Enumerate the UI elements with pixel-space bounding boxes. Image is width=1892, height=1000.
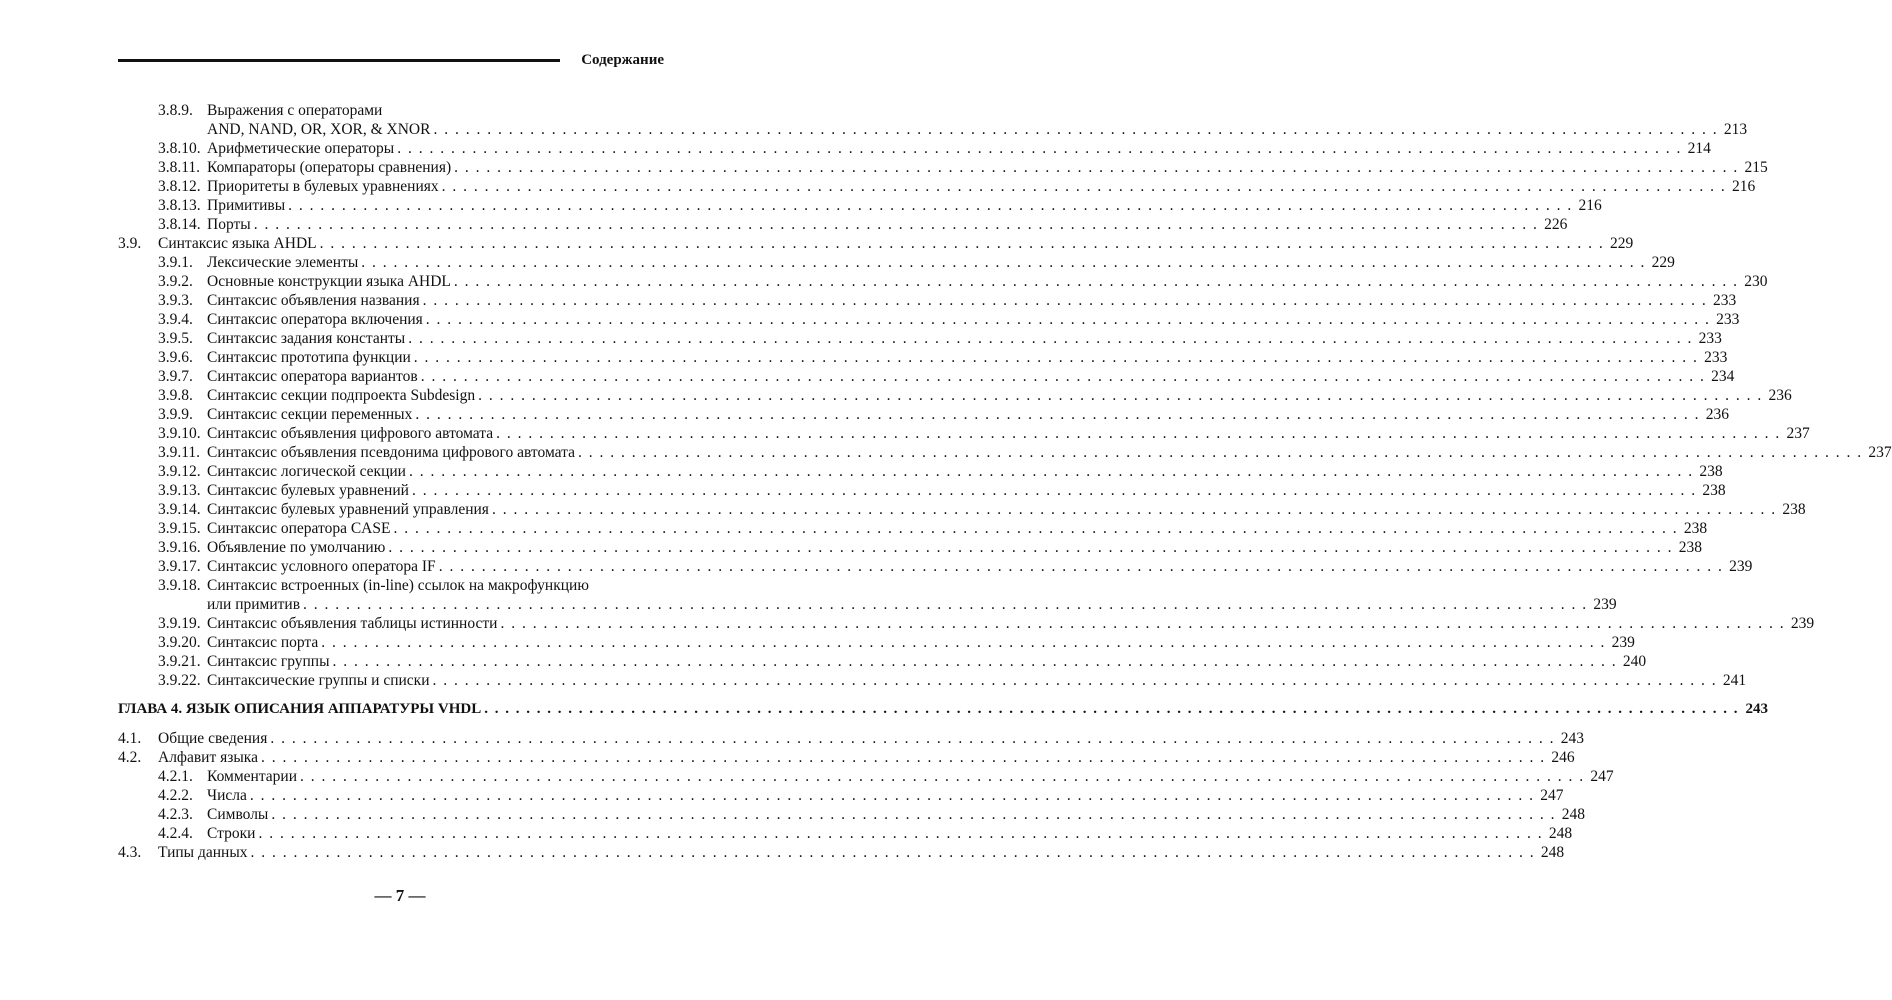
- toc-entry-page: 248: [1540, 844, 1565, 861]
- toc-entry: [118, 386, 1792, 405]
- toc-entry-title: Арифметические операторы: [207, 140, 395, 157]
- toc-entry: [118, 614, 1815, 633]
- toc-entry-title: Синтаксические группы и списки: [207, 672, 430, 689]
- dot-leader: . . . . . . . . . . . . . . . . . . . . . . . . . . . . . . . . . . . . . . . . . . . . . . . . . . . . . . . . . . . . . . . . . . . . . . . . . . . . . . . . . . . . . . . . . . . . . . . . . . . . . . . . . . . . . . . . . . . . . . . .: [321, 634, 1606, 651]
- toc-entry-page: 238: [1699, 463, 1723, 480]
- dot-leader: . . . . . . . . . . . . . . . . . . . . . . . . . . . . . . . . . . . . . . . . . . . . . . . . . . . . . . . . . . . . . . . . . . . . . . . . . . . . . . . . . . . . . . . . . . . . . . . . . . . . . . . . . . . . . . . . . . . . . . . .: [303, 596, 1588, 613]
- toc-entry-page: 233: [1712, 292, 1737, 309]
- toc-entry-title: Примитивы: [207, 197, 286, 214]
- toc-entry-page: 248: [1548, 825, 1573, 842]
- toc-entry-page: 233: [1716, 311, 1740, 328]
- dot-leader: . . . . . . . . . . . . . . . . . . . . . . . . . . . . . . . . . . . . . . . . . . . . . . . . . . . . . . . . . . . . . . . . . . . . . . . . . . . . . . . . . . . . . . . . . . . . . . . . . . . . . . . . . . . . . . . . . . . . . . . .: [270, 730, 1555, 747]
- toc-entry-title: Порты: [207, 216, 251, 233]
- toc-entry-title: AND, NAND, OR, XOR, & XNOR: [207, 121, 431, 138]
- toc-entry-title: Синтаксис задания константы: [207, 330, 406, 347]
- toc-entry-page: 226: [1544, 216, 1568, 233]
- toc-entry-page: 243: [1560, 730, 1584, 747]
- dot-leader: . . . . . . . . . . . . . . . . . . . . . . . . . . . . . . . . . . . . . . . . . . . . . . . . . . . . . . . . . . . . . . . . . . . . . . . . . . . . . . . . . . . . . . . . . . . . . . . . . . . . . . . . . . . . . . . . . . . . . . . .: [422, 292, 1708, 309]
- table-of-contents: [118, 101, 1892, 862]
- toc-entry-page: 238: [1782, 501, 1806, 518]
- dot-leader: . . . . . . . . . . . . . . . . . . . . . . . . . . . . . . . . . . . . . . . . . . . . . . . . . . . . . . . . . . . . . . . . . . . . . . . . . . . . . . . . . . . . . . . . . . . . . . . . . . . . . . . . . . . . . . . . . . . . . . . .: [288, 197, 1573, 214]
- toc-entry-number: 3.8.13.: [158, 197, 201, 214]
- dot-leader: . . . . . . . . . . . . . . . . . . . . . . . . . . . . . . . . . . . . . . . . . . . . . . . . . . . . . . . . . . . . . . . . . . . . . . . . . . . . . . . . . . . . . . . . . . . . . . . . . . . . . . . . . . . . . . . . . . . . . . . .: [253, 216, 1539, 233]
- toc-entry-title: Комментарии: [207, 768, 297, 785]
- toc-entry-number: 3.9.21.: [158, 653, 201, 670]
- toc-entry-number: 4.1.: [118, 730, 142, 747]
- dot-leader: . . . . . . . . . . . . . . . . . . . . . . . . . . . . . . . . . . . . . . . . . . . . . . . . . . . . . . . . . . . . . . . . . . . . . . . . . . . . . . . . . . . . . . . . . . . . . . . . . . . . . . . . . . . . . . . . . . . . . . . .: [577, 444, 1863, 461]
- toc-entry: [118, 481, 1726, 500]
- dot-leader: . . . . . . . . . . . . . . . . . . . . . . . . . . . . . . . . . . . . . . . . . . . . . . . . . . . . . . . . . . . . . . . . . . . . . . . . . . . . . . . . . . . . . . . . . . . . . . . . . . . . . . . . . . . . . . . . . . . . . . . .: [361, 254, 1646, 271]
- toc-entry: [118, 443, 1892, 462]
- toc-entry-page: 238: [1678, 539, 1702, 556]
- dot-leader: . . . . . . . . . . . . . . . . . . . . . . . . . . . . . . . . . . . . . . . . . . . . . . . . . . . . . . . . . . . . . . . . . . . . . . . . . . . . . . . . . . . . . . . . . . . . . . . . . . . . . . . . . . . . . . . . . . . . . . . .: [415, 406, 1700, 423]
- toc-entry-title: Синтаксис булевых уравнений управления: [207, 501, 489, 518]
- toc-entry-page: 233: [1704, 349, 1728, 366]
- toc-entry: [118, 671, 1747, 690]
- toc-entry: [118, 767, 1614, 786]
- toc-entry: [118, 405, 1729, 424]
- toc-entry-number: 4.2.: [118, 749, 142, 766]
- toc-entry: [118, 652, 1647, 671]
- dot-leader: . . . . . . . . . . . . . . . . . . . . . . . . . . . . . . . . . . . . . . . . . . . . . . . . . . . . . . . . . . . . . . . . . . . . . . . . . . . . . . . . . . . . . . . . . . . . . . . . . . . . . . . . . . . . . . . . . . . . . . . .: [491, 501, 1777, 518]
- toc-entry-number: 3.8.14.: [158, 216, 201, 233]
- toc-entry-number: 4.2.3.: [158, 806, 193, 823]
- toc-entry-title: Строки: [207, 825, 256, 842]
- toc-entry: [118, 805, 1585, 824]
- toc-entry-number: 3.9.8.: [158, 387, 193, 404]
- toc-entry-number: 3.9.14.: [158, 501, 201, 518]
- dot-leader: . . . . . . . . . . . . . . . . . . . . . . . . . . . . . . . . . . . . . . . . . . . . . . . . . . . . . . . . . . . . . . . . . . . . . . . . . . . . . . . . . . . . . . . . . . . . . . . . . . . . . . . . . . . . . . . . . . . . . . . .: [496, 425, 1781, 442]
- toc-entry-number: 3.9.19.: [158, 615, 201, 632]
- toc-entry-number: 3.9.18.: [158, 577, 201, 594]
- dot-leader: . . . . . . . . . . . . . . . . . . . . . . . . . . . . . . . . . . . . . . . . . . . . . . . . . . . . . . . . . . . . . . . . . . . . . . . . . . . . . . . . . . . . . . . . . . . . . . . . . . . . . . . . . . . . . . . . . . . . . . . .: [420, 368, 1706, 385]
- toc-entry-number: 3.8.9.: [158, 102, 193, 119]
- toc-entry-number: 3.9.1.: [158, 254, 193, 271]
- header-rule: [118, 59, 560, 62]
- toc-entry-page: 238: [1702, 482, 1726, 499]
- dot-leader: . . . . . . . . . . . . . . . . . . . . . . . . . . . . . . . . . . . . . . . . . . . . . . . . . . . . . . . . . . . . . . . . . . . . . . . . . . . . . . . . . . . . . . . . . . . . . . . . . . . . . . . . . . . . . . . . . . . . . . . .: [393, 520, 1679, 537]
- dot-leader: . . . . . . . . . . . . . . . . . . . . . . . . . . . . . . . . . . . . . . . . . . . . . . . . . . . . . . . . . . . . . . . . . . . . . . . . . . . . . . . . . . . . . . . . . . . . . . . . . . . . . . . . . . . . . . . . . . . . . . . .: [453, 273, 1739, 290]
- dot-leader: . . . . . . . . . . . . . . . . . . . . . . . . . . . . . . . . . . . . . . . . . . . . . . . . . . . . . . . . . . . . . . . . . . . . . . . . . . . . . . . . . . . . . . . . . . . . . . . . . . . . . . . . . . . . . . . . . . . . . . . .: [454, 159, 1739, 176]
- toc-entry-number: 3.9.7.: [158, 368, 193, 385]
- toc-entry-title: Символы: [207, 806, 269, 823]
- toc-entry: [118, 367, 1735, 386]
- toc-entry-page: 246: [1551, 749, 1575, 766]
- toc-entry-number: 3.9.20.: [158, 634, 201, 651]
- dot-leader: . . . . . . . . . . . . . . . . . . . . . . . . . . . . . . . . . . . . . . . . . . . . . . . . . . . . . . . . . . . . . . . . . . . . . . . . . . . . . . . . . . . . . . . . . . . . . . . . . . . . . . . . . . . . . . . . . . . . . . . .: [500, 615, 1786, 632]
- dot-leader: . . . . . . . . . . . . . . . . . . . . . . . . . . . . . . . . . . . . . . . . . . . . . . . . . . . . . . . . . . . . . . . . . . . . . . . . . . . . . . . . . . . . . . . . . . . . . . . . . . . . . . . . . . . . . . . . . . . . . . . .: [397, 140, 1682, 157]
- toc-entry-number: 3.9.5.: [158, 330, 193, 347]
- dot-leader: . . . . . . . . . . . . . . . . . . . . . . . . . . . . . . . . . . . . . . . . . . . . . . . . . . . . . . . . . . . . . . . . . . . . . . . . . . . . . . . . . . . . . . . . . . . . . . . . . . . . . . . . . . . . . . . . . . . . . . . .: [408, 463, 1694, 480]
- toc-entry: [118, 348, 1728, 367]
- toc-entry: [118, 519, 1708, 538]
- toc-entry-page: [382, 101, 408, 120]
- dot-leader: . . . . . . . . . . . . . . . . . . . . . . . . . . . . . . . . . . . . . . . . . . . . . . . . . . . . . . . . . . . . . . . . . . . . . . . . . . . . . . . . . . . . . . . . . . . . . . . . . . . . . . . . . . . . . . . . . . . . . . . .: [478, 387, 1763, 404]
- toc-entry: [118, 101, 636, 120]
- toc-entry: [118, 500, 1806, 519]
- toc-entry-title: Приоритеты в булевых уравнениях: [207, 178, 439, 195]
- toc-entry: [118, 253, 1675, 272]
- toc-entry-page: 248: [1561, 806, 1585, 823]
- toc-entry: [118, 824, 1573, 843]
- toc-entry-title: Синтаксис секции переменных: [207, 406, 413, 423]
- toc-entry-title: Синтаксис встроенных (in-line) ссылок на макрофункцию: [207, 577, 589, 594]
- toc-entry-page: 239: [1593, 596, 1617, 613]
- toc-entry-number: 3.9.: [118, 235, 142, 252]
- toc-entry-number: 4.2.2.: [158, 787, 193, 804]
- toc-entry-title: Синтаксис секции подпроекта Subdesign: [207, 387, 476, 404]
- toc-entry-number: 3.8.11.: [158, 159, 201, 176]
- toc-entry: [118, 843, 1565, 862]
- toc-entry-title: Выражения с операторами: [207, 102, 383, 119]
- toc-entry-number: 3.9.2.: [158, 273, 193, 290]
- toc-entry-page: 237: [1786, 425, 1810, 442]
- toc-entry: [118, 272, 1768, 291]
- toc-entry-title: Типы данных: [158, 844, 248, 861]
- toc-entry-number: 3.9.13.: [158, 482, 201, 499]
- toc-entry-number: 3.9.22.: [158, 672, 201, 689]
- toc-entry-number: 4.2.4.: [158, 825, 193, 842]
- toc-entry-page: 239: [1611, 634, 1635, 651]
- dot-leader: . . . . . . . . . . . . . . . . . . . . . . . . . . . . . . . . . . . . . . . . . . . . . . . . . . . . . . . . . . . . . . . . . . . . . . . . . . . . . . . . . . . . . . . . . . . . . . . . . . . . . . . . . . . . . . . . . . . . . . . .: [441, 178, 1727, 195]
- toc-entry: [118, 729, 1584, 748]
- toc-entry: [118, 633, 1635, 652]
- toc-entry-page: 213: [1723, 121, 1748, 138]
- toc-entry-page: 214: [1687, 140, 1711, 157]
- toc-entry-title: Синтаксис логической секции: [207, 463, 406, 480]
- toc-entry-number: 3.9.3.: [158, 292, 193, 309]
- toc-entry: [118, 310, 1740, 329]
- toc-entry-number: 3.9.6.: [158, 349, 193, 366]
- toc-entry-page: [589, 576, 615, 595]
- toc-entry: [118, 538, 1702, 557]
- toc-entry-title: Синтаксис порта: [207, 634, 319, 651]
- toc-entry-title: Лексические элементы: [207, 254, 359, 271]
- toc-entry-page: 247: [1590, 768, 1614, 785]
- toc-entry-page: 240: [1622, 653, 1647, 670]
- toc-entry-page: 216: [1732, 178, 1756, 195]
- dot-leader: . . . . . . . . . . . . . . . . . . . . . . . . . . . . . . . . . . . . . . . . . . . . . . . . . . . . . . . . . . . . . . . . . . . . . . . . . . . . . . . . . . . . . . . . . . . . . . . . . . . . . . . . . . . . . . . . . . . . . . . .: [249, 787, 1535, 804]
- toc-entry-title: Синтаксис объявления цифрового автомата: [207, 425, 494, 442]
- toc-entry: [118, 120, 1748, 139]
- toc-entry-page: 239: [1790, 615, 1815, 632]
- dot-leader: . . . . . . . . . . . . . . . . . . . . . . . . . . . . . . . . . . . . . . . . . . . . . . . . . . . . . . . . . . . . . . . . . . . . . . . . . . . . . . . . . . . . . . . . . . . . . . . . . . . . . . . . . . . . . . . . . . . . . . . .: [332, 653, 1618, 670]
- toc-entry-page: 241: [1722, 672, 1747, 689]
- toc-entry-title: Синтаксис языка AHDL: [158, 235, 317, 252]
- toc-entry-page: 239: [1729, 558, 1753, 575]
- toc-entry-number: 3.9.10.: [158, 425, 201, 442]
- toc-entry-title: Синтаксис оператора включения: [207, 311, 423, 328]
- toc-entry: [118, 329, 1722, 348]
- toc-entry-title: Синтаксис условного оператора IF: [207, 558, 436, 575]
- toc-entry-title: Синтаксис оператора вариантов: [207, 368, 418, 385]
- toc-entry: [118, 177, 1756, 196]
- toc-entry-title: Синтаксис объявления названия: [207, 292, 420, 309]
- toc-entry: [118, 462, 1723, 481]
- toc-entry-title: Синтаксис объявления таблицы истинности: [207, 615, 498, 632]
- dot-leader: . . . . . . . . . . . . . . . . . . . . . . . . . . . . . . . . . . . . . . . . . . . . . . . . . . . . . . . . . . . . . . . . . . . . . . . . . . . . . . . . . . . . . . . . . . . . . . . . . . . . . . . . . . . . . . . . . . . . . . . .: [438, 558, 1724, 575]
- dot-leader: . . . . . . . . . . . . . . . . . . . . . . . . . . . . . . . . . . . . . . . . . . . . . . . . . . . . . . . . . . . . . . . . . . . . . . . . . . . . . . . . . . . . . . . . . . . . . . . . . . . . . . . . . . . . . . . . . . . . . . . .: [433, 121, 1719, 138]
- toc-entry-number: 3.9.4.: [158, 311, 193, 328]
- toc-entry-title: Синтаксис прототипа функции: [207, 349, 411, 366]
- toc-entry-page: 236: [1705, 406, 1729, 423]
- dot-leader: . . . . . . . . . . . . . . . . . . . . . . . . . . . . . . . . . . . . . . . . . . . . . . . . . . . . . . . . . . . . . . . . . . . . . . . . . . . . . . . . . . . . . . . . . . . . . . . . . . . . . . . . . . . . . . . . . . . . . . . .: [432, 672, 1718, 689]
- toc-entry-page: 229: [1610, 235, 1634, 252]
- toc-entry-page: 237: [1868, 444, 1892, 461]
- toc-entry: [118, 215, 1568, 234]
- toc-entry-title: Синтаксис объявления псевдонима цифрового автомата: [207, 444, 575, 461]
- toc-entry-title: ГЛАВА 4. ЯЗЫК ОПИСАНИЯ АППАРАТУРЫ VHDL: [118, 701, 482, 717]
- toc-entry-page: 230: [1744, 273, 1768, 290]
- toc-entry-title: Числа: [207, 787, 247, 804]
- toc-entry-number: 3.9.15.: [158, 520, 201, 537]
- toc-entry-title: Синтаксис булевых уравнений: [207, 482, 409, 499]
- toc-entry-page: 215: [1744, 159, 1768, 176]
- dot-leader: . . . . . . . . . . . . . . . . . . . . . . . . . . . . . . . . . . . . . . . . . . . . . . . . . . . . . . . . . . . . . . . . . . . . . . . . . . . . . . . . . . . . . . . . . . . . . . . . . . . . . . . . . . . . . . . . . . . . . . . .: [260, 749, 1546, 766]
- dot-leader: . . . . . . . . . . . . . . . . . . . . . . . . . . . . . . . . . . . . . . . . . . . . . . . . . . . . . . . . . . . . . . . . . . . . . . . . . . . . . . . . . . . . . . . . . . . . . . . . . . . . . . . . . . . . . . . . . . . . . . . .: [408, 330, 1693, 347]
- toc-entry-number: 3.9.11.: [158, 444, 201, 461]
- toc-entry-page: 234: [1711, 368, 1735, 385]
- toc-entry-number: 3.9.16.: [158, 539, 201, 556]
- toc-entry: [118, 139, 1711, 158]
- dot-leader: . . . . . . . . . . . . . . . . . . . . . . . . . . . . . . . . . . . . . . . . . . . . . . . . . . . . . . . . . . . . . . . . . . . . . . . . . . . . . . . . . . . . . . . . . . . . . . . . . . . . . . . . . . . . . . . . . . . . . . . .: [411, 482, 1697, 499]
- toc-entry: [118, 786, 1564, 805]
- toc-entry-page: 236: [1768, 387, 1792, 404]
- dot-leader: . . . . . . . . . . . . . . . . . . . . . . . . . . . . . . . . . . . . . . . . . . . . . . . . . . . . . . . . . . . . . . . . . . . . . . . . . . . . . . . . . . . . . . . . . . . . . . . . . . . . . . . . . . . . . . . . . . . . . . . .: [250, 844, 1536, 861]
- toc-entry-page: 216: [1578, 197, 1602, 214]
- toc-entry: [118, 424, 1810, 443]
- toc-entry-title: или примитив: [207, 596, 301, 613]
- toc-entry: [118, 595, 1617, 614]
- toc-entry-title: Компараторы (операторы сравнения): [207, 159, 452, 176]
- toc-entry-page: 233: [1698, 330, 1722, 347]
- toc-entry: [118, 557, 1753, 576]
- toc-entry-number: 4.3.: [118, 844, 142, 861]
- toc-entry: [118, 158, 1768, 177]
- toc-entry-title: Объявление по умолчанию: [207, 539, 386, 556]
- toc-entry-number: 3.9.17.: [158, 558, 201, 575]
- toc-entry: [118, 234, 1634, 253]
- toc-entry-title: Синтаксис группы: [207, 653, 330, 670]
- toc-entry-number: 3.9.12.: [158, 463, 201, 480]
- toc-entry-number: 3.8.12.: [158, 178, 201, 195]
- page-number: — 7 —: [374, 886, 426, 905]
- header-title: Содержание: [581, 52, 664, 68]
- toc-entry-number: 4.2.1.: [158, 768, 193, 785]
- toc-entry-number: 3.8.10.: [158, 140, 201, 157]
- dot-leader: . . . . . . . . . . . . . . . . . . . . . . . . . . . . . . . . . . . . . . . . . . . . . . . . . . . . . . . . . . . . . . . . . . . . . . . . . . . . . . . . . . . . . . . . . . . . . . . . . . . . . . . . . . . . . . . . . . . . . . . .: [484, 701, 1740, 717]
- toc-entry-page: 238: [1683, 520, 1708, 537]
- toc-entry-title: Синтаксис оператора CASE: [207, 520, 391, 537]
- toc-entry-title: Общие сведения: [158, 730, 268, 747]
- dot-leader: . . . . . . . . . . . . . . . . . . . . . . . . . . . . . . . . . . . . . . . . . . . . . . . . . . . . . . . . . . . . . . . . . . . . . . . . . . . . . . . . . . . . . . . . . . . . . . . . . . . . . . . . . . . . . . . . . . . . . . . .: [300, 768, 1585, 785]
- toc-entry: [118, 748, 1575, 767]
- toc-entry: [118, 291, 1737, 310]
- dot-leader: . . . . . . . . . . . . . . . . . . . . . . . . . . . . . . . . . . . . . . . . . . . . . . . . . . . . . . . . . . . . . . . . . . . . . . . . . . . . . . . . . . . . . . . . . . . . . . . . . . . . . . . . . . . . . . . . . . . . . . . .: [258, 825, 1544, 842]
- toc-entry-title: Основные конструкции языка AHDL: [207, 273, 451, 290]
- toc-entry-page: 243: [1745, 701, 1769, 717]
- dot-leader: . . . . . . . . . . . . . . . . . . . . . . . . . . . . . . . . . . . . . . . . . . . . . . . . . . . . . . . . . . . . . . . . . . . . . . . . . . . . . . . . . . . . . . . . . . . . . . . . . . . . . . . . . . . . . . . . . . . . . . . .: [388, 539, 1673, 556]
- dot-leader: . . . . . . . . . . . . . . . . . . . . . . . . . . . . . . . . . . . . . . . . . . . . . . . . . . . . . . . . . . . . . . . . . . . . . . . . . . . . . . . . . . . . . . . . . . . . . . . . . . . . . . . . . . . . . . . . . . . . . . . .: [413, 349, 1699, 366]
- toc-entry: [118, 196, 1602, 215]
- toc-entry-number: 3.9.9.: [158, 406, 193, 423]
- dot-leader: . . . . . . . . . . . . . . . . . . . . . . . . . . . . . . . . . . . . . . . . . . . . . . . . . . . . . . . . . . . . . . . . . . . . . . . . . . . . . . . . . . . . . . . . . . . . . . . . . . . . . . . . . . . . . . . . . . . . . . . .: [425, 311, 1711, 328]
- toc-entry-page: 247: [1540, 787, 1564, 804]
- running-header: [118, 50, 664, 70]
- toc-entry-title: Алфавит языка: [158, 749, 258, 766]
- toc-entry: [118, 576, 636, 595]
- dot-leader: . . . . . . . . . . . . . . . . . . . . . . . . . . . . . . . . . . . . . . . . . . . . . . . . . . . . . . . . . . . . . . . . . . . . . . . . . . . . . . . . . . . . . . . . . . . . . . . . . . . . . . . . . . . . . . . . . . . . . . . .: [319, 235, 1605, 252]
- toc-chapter-entry: [118, 700, 1769, 719]
- toc-entry-page: 229: [1651, 254, 1675, 271]
- dot-leader: . . . . . . . . . . . . . . . . . . . . . . . . . . . . . . . . . . . . . . . . . . . . . . . . . . . . . . . . . . . . . . . . . . . . . . . . . . . . . . . . . . . . . . . . . . . . . . . . . . . . . . . . . . . . . . . . . . . . . . . .: [271, 806, 1556, 823]
